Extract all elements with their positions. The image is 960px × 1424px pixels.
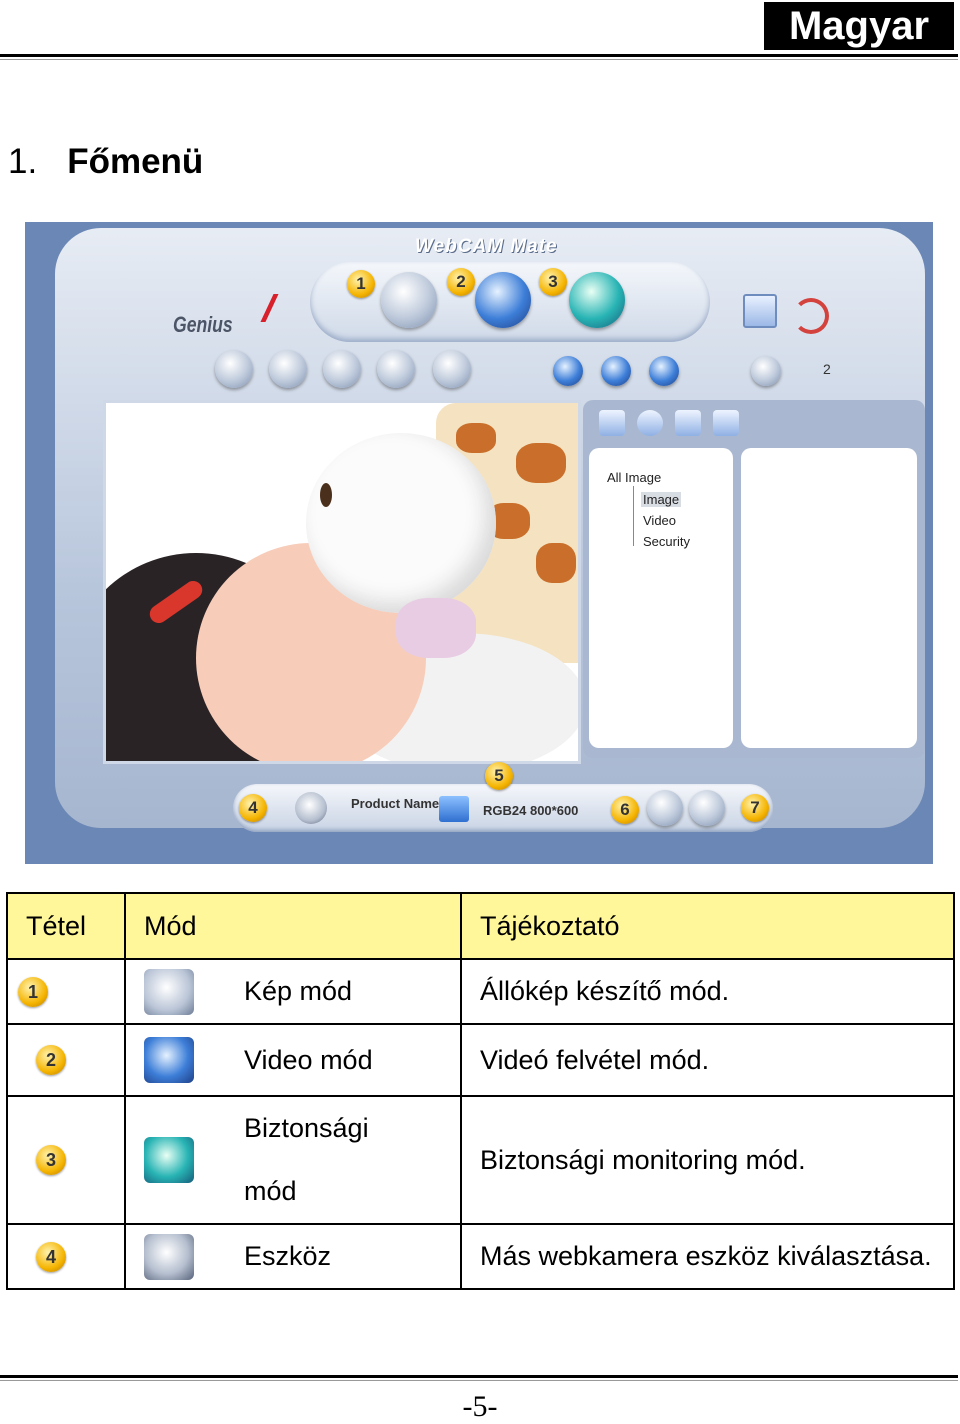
page-counter: 2 bbox=[823, 361, 831, 377]
frame-button[interactable] bbox=[433, 350, 471, 388]
bottom-rule-thin bbox=[0, 1380, 958, 1381]
camera-preview bbox=[103, 400, 581, 764]
capture-button[interactable] bbox=[269, 350, 307, 388]
feature-table bbox=[6, 892, 955, 1290]
top-rule-thin bbox=[0, 59, 958, 60]
minus-icon[interactable] bbox=[675, 410, 701, 436]
header-mode: Mód bbox=[125, 893, 461, 959]
row-mode-cell bbox=[125, 1096, 461, 1224]
settings-button[interactable] bbox=[323, 350, 361, 388]
header-item: Tétel bbox=[7, 893, 125, 959]
toy-eye bbox=[320, 483, 332, 507]
table-header-row bbox=[7, 893, 954, 959]
tree-line bbox=[633, 486, 634, 546]
giraffe-spot bbox=[536, 543, 576, 583]
security-icon bbox=[144, 1137, 194, 1183]
row-number-cell bbox=[7, 1224, 125, 1289]
thumbnail-area bbox=[741, 448, 917, 748]
browser-panel bbox=[583, 400, 925, 758]
effects-button[interactable] bbox=[377, 350, 415, 388]
table-row bbox=[7, 959, 954, 1024]
section-heading bbox=[8, 142, 203, 182]
section-number: 1. bbox=[8, 142, 38, 181]
number-badge: 2 bbox=[36, 1045, 66, 1075]
top-rule bbox=[0, 54, 958, 57]
row-number-cell bbox=[7, 1096, 125, 1224]
gallery-button[interactable] bbox=[751, 356, 781, 386]
badge-3: 3 bbox=[539, 268, 567, 296]
badge-6: 6 bbox=[611, 796, 639, 824]
row-info-cell: Állókép készítő mód. bbox=[461, 959, 954, 1024]
toy-head bbox=[306, 433, 496, 613]
table-row bbox=[7, 1096, 954, 1224]
webcam-device-icon bbox=[144, 1234, 194, 1280]
tree-item-security[interactable]: Security bbox=[643, 534, 690, 549]
row-mode-cell bbox=[125, 959, 461, 1024]
language-tag: Magyar bbox=[764, 2, 954, 50]
print-icon[interactable] bbox=[713, 410, 739, 436]
tree-root[interactable]: All Image bbox=[607, 470, 662, 485]
security-mode-button[interactable] bbox=[569, 272, 625, 328]
brand-swoosh-icon bbox=[238, 294, 278, 322]
camera-icon bbox=[144, 969, 194, 1015]
row-mode-cell bbox=[125, 1024, 461, 1096]
section-title: Főmenü bbox=[67, 142, 204, 181]
mode-label-line1: Biztonsági bbox=[244, 1113, 369, 1143]
tree-item-video[interactable]: Video bbox=[643, 513, 677, 528]
badge-7: 7 bbox=[741, 794, 769, 822]
image-tree bbox=[589, 448, 733, 748]
row-info-cell: Biztonsági monitoring mód. bbox=[461, 1096, 954, 1224]
badge-2: 2 bbox=[447, 268, 475, 296]
screen-icon[interactable] bbox=[743, 294, 777, 328]
webcam-device-icon[interactable] bbox=[295, 792, 327, 824]
refresh-icon[interactable] bbox=[793, 298, 829, 334]
row-number-cell bbox=[7, 1024, 125, 1096]
tool-button[interactable] bbox=[647, 790, 683, 826]
table-row bbox=[7, 1024, 954, 1096]
header-info: Tájékoztató bbox=[461, 893, 954, 959]
exit-button[interactable] bbox=[689, 790, 725, 826]
video-mode-button[interactable] bbox=[475, 272, 531, 328]
toy-bow bbox=[396, 598, 476, 658]
giraffe-spot bbox=[456, 423, 496, 453]
badge-1: 1 bbox=[347, 270, 375, 298]
row-info-cell: Videó felvétel mód. bbox=[461, 1024, 954, 1096]
email-icon[interactable] bbox=[637, 410, 663, 436]
giraffe-spot bbox=[516, 443, 566, 483]
format-label: RGB24 800*600 bbox=[483, 803, 579, 818]
badge-4: 4 bbox=[239, 794, 267, 822]
app-frame bbox=[55, 228, 925, 828]
brand-logo: Genius bbox=[173, 312, 233, 337]
snapshot-button[interactable] bbox=[215, 350, 253, 388]
badge-5: 5 bbox=[485, 762, 513, 790]
row-number-cell bbox=[7, 959, 125, 1024]
arrow-right-button[interactable] bbox=[553, 356, 583, 386]
table-row bbox=[7, 1224, 954, 1289]
video-icon bbox=[144, 1037, 194, 1083]
page-number: -5- bbox=[462, 1390, 498, 1423]
mode-label-line2: mód bbox=[244, 1176, 297, 1206]
mode-label: Eszköz bbox=[244, 1241, 332, 1271]
tree-item-image[interactable]: Image bbox=[643, 492, 680, 507]
app-screenshot bbox=[25, 222, 933, 864]
number-badge: 3 bbox=[36, 1145, 66, 1175]
swap-button[interactable] bbox=[601, 356, 631, 386]
device-label: Product Name bbox=[351, 796, 440, 811]
row-mode-cell bbox=[125, 1224, 461, 1289]
photo-mode-button[interactable] bbox=[381, 272, 437, 328]
mode-label: Kép mód bbox=[244, 976, 353, 1006]
format-icon[interactable] bbox=[439, 796, 469, 822]
mode-label: Video mód bbox=[244, 1044, 373, 1075]
number-badge: 1 bbox=[18, 977, 48, 1007]
row-info-cell: Más webkamera eszköz kiválasztása. bbox=[461, 1224, 954, 1289]
number-badge: 4 bbox=[36, 1242, 66, 1272]
arrow-left-button[interactable] bbox=[649, 356, 679, 386]
trash-icon[interactable] bbox=[599, 410, 625, 436]
bottom-rule bbox=[0, 1375, 958, 1378]
app-title: WebCAM Mate bbox=[415, 236, 558, 257]
